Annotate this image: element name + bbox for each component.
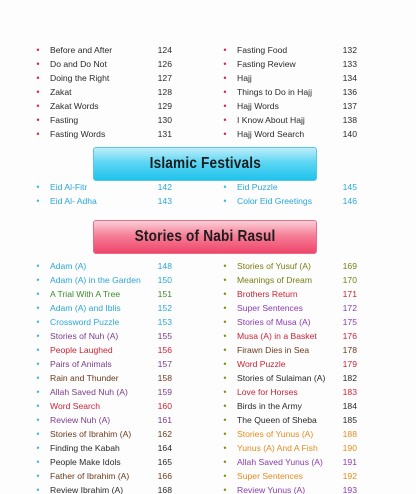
entry-page-number: 190	[342, 443, 357, 453]
entry-title: Eid Al- Adha	[50, 196, 97, 206]
contents-entry	[221, 469, 357, 483]
contents-entry	[221, 259, 357, 273]
entry-title: Fasting Review	[237, 59, 296, 69]
entry-title: People Laughed	[50, 345, 113, 355]
contents-entry	[34, 357, 172, 371]
contents-entry	[34, 385, 172, 399]
contents-entry	[34, 85, 172, 99]
bullet-icon: •	[36, 373, 40, 383]
entry-title: Adam (A) and Iblis	[50, 303, 121, 313]
bullet-icon: •	[223, 275, 227, 285]
entry-title: Word Puzzle	[237, 359, 286, 369]
bullet-icon: •	[36, 101, 40, 111]
bullet-icon: •	[223, 303, 227, 313]
section-heading: Stories of Nabi Rasul	[134, 228, 276, 245]
contents-entry	[221, 427, 357, 441]
entry-page-number: 145	[342, 182, 357, 192]
bullet-icon: •	[223, 415, 227, 425]
bullet-icon: •	[36, 317, 40, 327]
contents-entry	[34, 399, 172, 413]
entry-title: Before and After	[50, 45, 113, 55]
entry-page-number: 165	[157, 457, 172, 467]
bullet-icon: •	[36, 429, 40, 439]
entry-page-number: 138	[342, 115, 357, 125]
entry-page-number: 159	[157, 387, 172, 397]
entry-page-number: 143	[157, 196, 172, 206]
contents-entry	[221, 287, 357, 301]
bullet-icon: •	[36, 443, 40, 453]
bullet-icon: •	[223, 457, 227, 467]
bullet-icon: •	[223, 182, 227, 192]
contents-entry	[221, 315, 357, 329]
bullet-icon: •	[36, 457, 40, 467]
entry-title: Stories of Yusuf (A)	[237, 261, 311, 271]
bullet-icon: •	[223, 129, 227, 139]
contents-list-stories-right	[221, 259, 357, 494]
entry-page-number: 168	[157, 485, 172, 494]
contents-entry	[221, 413, 357, 427]
entry-title: Doing the Right	[50, 73, 110, 83]
entry-page-number: 162	[157, 429, 172, 439]
entry-page-number: 178	[342, 345, 357, 355]
contents-entry	[221, 194, 357, 208]
bullet-icon: •	[223, 401, 227, 411]
bullet-icon: •	[223, 443, 227, 453]
bullet-icon: •	[223, 373, 227, 383]
contents-entry	[221, 273, 357, 287]
entry-title: The Queen of Sheba	[237, 415, 317, 425]
contents-entry	[34, 113, 172, 127]
bullet-icon: •	[223, 196, 227, 206]
bullet-icon: •	[223, 345, 227, 355]
entry-title: Allah Saved Nuh (A)	[50, 387, 128, 397]
contents-entry	[221, 99, 357, 113]
bullet-icon: •	[223, 45, 227, 55]
contents-entry	[221, 385, 357, 399]
contents-entry	[34, 43, 172, 57]
entry-page-number: 158	[157, 373, 172, 383]
section-heading: Islamic Festivals	[149, 155, 261, 172]
entry-title: Fasting Food	[237, 45, 288, 55]
bullet-icon: •	[36, 345, 40, 355]
entry-page-number: 193	[342, 485, 357, 494]
contents-entry	[34, 127, 172, 141]
entry-title: Super Sentences	[237, 471, 303, 481]
entry-title: Love for Horses	[237, 387, 298, 397]
contents-entry	[221, 329, 357, 343]
contents-entry	[34, 287, 172, 301]
entry-page-number: 132	[342, 45, 357, 55]
contents-entry	[34, 427, 172, 441]
entry-page-number: 131	[157, 129, 172, 139]
bullet-icon: •	[36, 401, 40, 411]
contents-entry	[221, 357, 357, 371]
contents-list-stories-left	[34, 259, 172, 494]
entry-title: Pairs of Animals	[50, 359, 112, 369]
bullet-icon: •	[36, 303, 40, 313]
entry-page-number: 142	[157, 182, 172, 192]
entry-title: Zakat	[50, 87, 72, 97]
contents-entry	[34, 329, 172, 343]
entry-page-number: 160	[157, 401, 172, 411]
entry-page-number: 153	[157, 317, 172, 327]
entry-page-number: 164	[157, 443, 172, 453]
contents-entry	[34, 273, 172, 287]
section-banner-islamic-festivals	[93, 147, 317, 181]
entry-page-number: 161	[157, 415, 172, 425]
entry-title: Fasting Words	[50, 129, 106, 139]
entry-page-number: 188	[342, 429, 357, 439]
contents-entry	[34, 413, 172, 427]
contents-entry	[34, 194, 172, 208]
contents-entry	[221, 180, 357, 194]
entry-title: Things to Do in Hajj	[237, 87, 312, 97]
contents-entry	[221, 113, 357, 127]
bullet-icon: •	[223, 471, 227, 481]
entry-page-number: 175	[342, 317, 357, 327]
entry-title: Hajj Words	[237, 101, 279, 111]
entry-page-number: 148	[157, 261, 172, 271]
entry-page-number: 184	[342, 401, 357, 411]
bullet-icon: •	[223, 359, 227, 369]
contents-entry	[221, 127, 357, 141]
contents-entry	[221, 371, 357, 385]
bullet-icon: •	[36, 415, 40, 425]
entry-page-number: 150	[157, 275, 172, 285]
contents-list-top-right	[221, 43, 357, 141]
entry-page-number: 169	[342, 261, 357, 271]
entry-title: Adam (A)	[50, 261, 87, 271]
bullet-icon: •	[223, 429, 227, 439]
bullet-icon: •	[36, 115, 40, 125]
entry-page-number: 171	[342, 289, 357, 299]
contents-entry	[34, 71, 172, 85]
entry-title: Color Eid Greetings	[237, 196, 312, 206]
entry-page-number: 172	[342, 303, 357, 313]
contents-entry	[221, 441, 357, 455]
contents-entry	[34, 99, 172, 113]
contents-entry	[34, 469, 172, 483]
entry-page-number: 179	[342, 359, 357, 369]
contents-entry	[34, 371, 172, 385]
entry-title: Yunus (A) And A Fish	[237, 443, 318, 453]
entry-page-number: 155	[157, 331, 172, 341]
entry-page-number: 124	[157, 45, 172, 55]
contents-entry	[34, 455, 172, 469]
contents-entry	[221, 71, 357, 85]
bullet-icon: •	[36, 471, 40, 481]
entry-title: Eid Puzzle	[237, 182, 278, 192]
contents-entry	[34, 180, 172, 194]
entry-title: Review Nuh (A)	[50, 415, 111, 425]
contents-entry	[221, 43, 357, 57]
entry-page-number: 134	[342, 73, 357, 83]
entry-page-number: 127	[157, 73, 172, 83]
entry-page-number: 185	[342, 415, 357, 425]
bullet-icon: •	[36, 182, 40, 192]
entry-title: People Make Idols	[50, 457, 121, 467]
entry-page-number: 151	[157, 289, 172, 299]
entry-page-number: 157	[157, 359, 172, 369]
entry-title: Word Search	[50, 401, 100, 411]
contents-entry	[34, 441, 172, 455]
contents-entry	[34, 57, 172, 71]
contents-entry	[221, 399, 357, 413]
contents-list-festivals-right	[221, 180, 357, 208]
contents-list-top-left	[34, 43, 172, 141]
entry-page-number: 130	[157, 115, 172, 125]
entry-title: Crossword Puzzle	[50, 317, 120, 327]
bullet-icon: •	[36, 59, 40, 69]
entry-page-number: 156	[157, 345, 172, 355]
entry-page-number: 166	[157, 471, 172, 481]
contents-entry	[34, 259, 172, 273]
entry-page-number: 152	[157, 303, 172, 313]
entry-title: Hajj Word Search	[237, 129, 305, 139]
contents-list-festivals-left	[34, 180, 172, 208]
contents-entry	[221, 483, 357, 494]
bullet-icon: •	[36, 289, 40, 299]
entry-page-number: 140	[342, 129, 357, 139]
bullet-icon: •	[36, 73, 40, 83]
entry-title: Stories of Yunus (A)	[237, 429, 314, 439]
entry-page-number: 126	[157, 59, 172, 69]
bullet-icon: •	[36, 87, 40, 97]
bullet-icon: •	[36, 45, 40, 55]
entry-page-number: 176	[342, 331, 357, 341]
entry-page-number: 146	[342, 196, 357, 206]
bullet-icon: •	[36, 196, 40, 206]
bullet-icon: •	[36, 275, 40, 285]
bullet-icon: •	[223, 289, 227, 299]
bullet-icon: •	[223, 317, 227, 327]
entry-title: Adam (A) in the Garden	[50, 275, 141, 285]
contents-entry	[221, 455, 357, 469]
entry-page-number: 133	[342, 59, 357, 69]
entry-page-number: 129	[157, 101, 172, 111]
entry-title: Hajj	[237, 73, 252, 83]
bullet-icon: •	[223, 73, 227, 83]
entry-title: Super Sentences	[237, 303, 303, 313]
bullet-icon: •	[223, 59, 227, 69]
bullet-icon: •	[223, 115, 227, 125]
entry-title: Fasting	[50, 115, 79, 125]
bullet-icon: •	[223, 387, 227, 397]
entry-title: Review Yunus (A)	[237, 485, 306, 494]
entry-title: Father of Ibrahim (A)	[50, 471, 130, 481]
entry-title: Birds in the Army	[237, 401, 302, 411]
entry-page-number: 183	[342, 387, 357, 397]
contents-entry	[221, 57, 357, 71]
bullet-icon: •	[36, 485, 40, 494]
entry-title: Do and Do Not	[50, 59, 107, 69]
contents-entry	[34, 315, 172, 329]
contents-entry	[34, 483, 172, 494]
bullet-icon: •	[223, 485, 227, 494]
entry-title: Eid Al-Fitr	[50, 182, 88, 192]
entry-title: Allah Saved Yunus (A)	[237, 457, 323, 467]
bullet-icon: •	[36, 129, 40, 139]
entry-title: Stories of Nuh (A)	[50, 331, 119, 341]
entry-page-number: 128	[157, 87, 172, 97]
entry-page-number: 170	[342, 275, 357, 285]
entry-title: Firawn Dies in Sea	[237, 345, 310, 355]
entry-page-number: 182	[342, 373, 357, 383]
entry-title: Musa (A) in a Basket	[237, 331, 317, 341]
entry-page-number: 191	[342, 457, 357, 467]
contents-entry	[34, 343, 172, 357]
bullet-icon: •	[223, 87, 227, 97]
contents-entry	[221, 301, 357, 315]
bullet-icon: •	[36, 387, 40, 397]
entry-title: A Trial With A Tree	[50, 289, 121, 299]
bullet-icon: •	[36, 331, 40, 341]
bullet-icon: •	[223, 101, 227, 111]
entry-page-number: 192	[342, 471, 357, 481]
contents-entry	[34, 301, 172, 315]
entry-title: Stories of Ibrahim (A)	[50, 429, 132, 439]
entry-title: Stories of Musa (A)	[237, 317, 311, 327]
bullet-icon: •	[223, 261, 227, 271]
entry-title: Zakat Words	[50, 101, 99, 111]
contents-entry	[221, 85, 357, 99]
bullet-icon: •	[223, 331, 227, 341]
entry-title: Finding the Kabah	[50, 443, 120, 453]
bullet-icon: •	[36, 261, 40, 271]
entry-title: Brothers Return	[237, 289, 298, 299]
contents-entry	[221, 343, 357, 357]
entry-title: Rain and Thunder	[50, 373, 119, 383]
entry-title: Meanings of Dream	[237, 275, 312, 285]
entry-title: Stories of Sulaiman (A)	[237, 373, 326, 383]
entry-title: I Know About Hajj	[237, 115, 305, 125]
section-banner-stories-of-nabi-rasul	[93, 220, 317, 254]
entry-page-number: 137	[342, 101, 357, 111]
entry-page-number: 136	[342, 87, 357, 97]
bullet-icon: •	[36, 359, 40, 369]
entry-title: Review Ibrahim (A)	[50, 485, 124, 494]
